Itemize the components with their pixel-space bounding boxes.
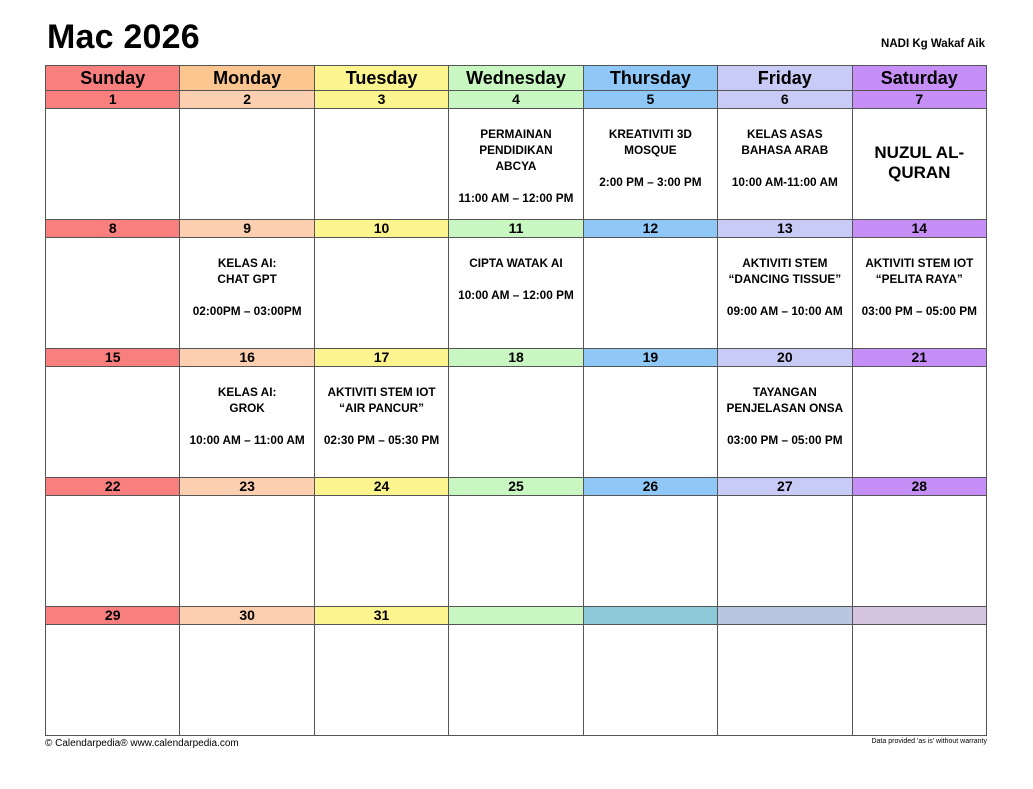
- date-number: 15: [46, 349, 180, 367]
- weekday-friday: Friday: [718, 66, 852, 91]
- day-cell[interactable]: [718, 109, 852, 220]
- day-cell[interactable]: [46, 496, 180, 607]
- date-number: 24: [314, 478, 448, 496]
- day-cell[interactable]: [852, 109, 986, 220]
- date-number: 17: [314, 349, 448, 367]
- day-cell[interactable]: [449, 367, 583, 478]
- week-row: [46, 109, 987, 220]
- day-cell[interactable]: [46, 367, 180, 478]
- event-time: 02:30 PM – 05:30 PM: [323, 433, 440, 447]
- day-cell[interactable]: [718, 367, 852, 478]
- event-title: KELAS AI: CHAT GPT: [217, 256, 277, 286]
- date-number: 14: [852, 220, 986, 238]
- date-number: 21: [852, 349, 986, 367]
- event-time: 03:00 PM – 05:00 PM: [861, 304, 977, 318]
- weekday-sunday: Sunday: [46, 66, 180, 91]
- date-number: 5: [583, 91, 717, 109]
- day-cell[interactable]: [583, 238, 717, 349]
- date-number: 8: [46, 220, 180, 238]
- event-title: KELAS AI: GROK: [217, 385, 277, 415]
- day-cell[interactable]: [852, 496, 986, 607]
- date-number-row: [46, 91, 987, 109]
- event-title: NUZUL AL- QURAN: [874, 143, 965, 182]
- date-number: [583, 607, 717, 625]
- day-cell[interactable]: [583, 496, 717, 607]
- calendar-weeks: [46, 91, 987, 736]
- date-number: 31: [314, 607, 448, 625]
- date-number: [852, 607, 986, 625]
- day-cell[interactable]: [852, 238, 986, 349]
- date-number: 9: [180, 220, 314, 238]
- event-time: 10:00 AM-11:00 AM: [731, 175, 838, 189]
- event-time: 11:00 AM – 12:00 PM: [458, 191, 574, 205]
- date-number: 16: [180, 349, 314, 367]
- weekday-thursday: Thursday: [583, 66, 717, 91]
- week-row: [46, 496, 987, 607]
- event-title: KELAS ASAS BAHASA ARAB: [741, 127, 829, 157]
- date-number: 12: [583, 220, 717, 238]
- event-time: 2:00 PM – 3:00 PM: [599, 175, 702, 189]
- day-cell[interactable]: [46, 109, 180, 220]
- event-title: TAYANGAN PENJELASAN ONSA: [726, 385, 844, 415]
- date-number: 3: [314, 91, 448, 109]
- date-number: 25: [449, 478, 583, 496]
- date-number: 28: [852, 478, 986, 496]
- date-number: 27: [718, 478, 852, 496]
- day-cell[interactable]: [583, 109, 717, 220]
- day-cell[interactable]: [852, 367, 986, 478]
- event-title: AKTIVITI STEM IOT “PELITA RAYA”: [865, 256, 974, 286]
- event-title: KREATIVITI 3D MOSQUE: [608, 127, 692, 157]
- event-time: 10:00 AM – 11:00 AM: [189, 433, 305, 447]
- date-number: 13: [718, 220, 852, 238]
- day-cell[interactable]: [449, 109, 583, 220]
- day-cell[interactable]: [180, 238, 314, 349]
- day-cell[interactable]: [449, 238, 583, 349]
- date-number: 26: [583, 478, 717, 496]
- date-number: 23: [180, 478, 314, 496]
- day-cell[interactable]: [180, 367, 314, 478]
- day-cell[interactable]: [46, 238, 180, 349]
- organization-name: NADI Kg Wakaf Aik: [881, 38, 985, 50]
- date-number: 10: [314, 220, 448, 238]
- week-row: [46, 367, 987, 478]
- date-number: 29: [46, 607, 180, 625]
- day-cell[interactable]: [180, 109, 314, 220]
- date-number: 7: [852, 91, 986, 109]
- date-number: 20: [718, 349, 852, 367]
- date-number: 2: [180, 91, 314, 109]
- day-cell[interactable]: [314, 625, 448, 736]
- day-cell[interactable]: [449, 625, 583, 736]
- date-number: [718, 607, 852, 625]
- footer-disclaimer: Data provided 'as is' without warranty: [871, 738, 987, 745]
- day-cell[interactable]: [718, 625, 852, 736]
- day-cell[interactable]: [718, 238, 852, 349]
- date-number: 22: [46, 478, 180, 496]
- day-cell[interactable]: [718, 496, 852, 607]
- day-cell[interactable]: [583, 367, 717, 478]
- date-number: 30: [180, 607, 314, 625]
- weekday-monday: Monday: [180, 66, 314, 91]
- date-number: [449, 607, 583, 625]
- date-number: 4: [449, 91, 583, 109]
- day-cell[interactable]: [314, 238, 448, 349]
- day-cell[interactable]: [314, 496, 448, 607]
- weekday-header-row: [46, 66, 987, 91]
- date-number: 6: [718, 91, 852, 109]
- date-number-row: [46, 607, 987, 625]
- week-row: [46, 238, 987, 349]
- weekday-saturday: Saturday: [852, 66, 986, 91]
- calendar-grid: [45, 65, 987, 736]
- day-cell[interactable]: [449, 496, 583, 607]
- event-time: 03:00 PM – 05:00 PM: [727, 433, 843, 447]
- week-row: [46, 625, 987, 736]
- event-title: PERMAINAN PENDIDIKAN ABCYA: [479, 127, 553, 173]
- day-cell[interactable]: [314, 367, 448, 478]
- day-cell[interactable]: [180, 625, 314, 736]
- page-title: Mac 2026: [47, 18, 200, 56]
- weekday-tuesday: Tuesday: [314, 66, 448, 91]
- date-number: 1: [46, 91, 180, 109]
- event-time: 10:00 AM – 12:00 PM: [458, 288, 574, 302]
- date-number-row: [46, 478, 987, 496]
- event-title: AKTIVITI STEM IOT “AIR PANCUR”: [327, 385, 436, 415]
- day-cell[interactable]: [583, 625, 717, 736]
- day-cell[interactable]: [852, 625, 986, 736]
- day-cell[interactable]: [46, 625, 180, 736]
- date-number: 19: [583, 349, 717, 367]
- event-title: AKTIVITI STEM “DANCING TISSUE”: [728, 256, 842, 286]
- event-title: CIPTA WATAK AI: [469, 256, 563, 270]
- event-time: 02:00PM – 03:00PM: [192, 304, 302, 318]
- date-number: 18: [449, 349, 583, 367]
- footer-copyright: © Calendarpedia® www.calendarpedia.com: [45, 738, 239, 749]
- event-time: 09:00 AM – 10:00 AM: [726, 304, 843, 318]
- date-number-row: [46, 220, 987, 238]
- date-number: 11: [449, 220, 583, 238]
- date-number-row: [46, 349, 987, 367]
- day-cell[interactable]: [180, 496, 314, 607]
- weekday-wednesday: Wednesday: [449, 66, 583, 91]
- day-cell[interactable]: [314, 109, 448, 220]
